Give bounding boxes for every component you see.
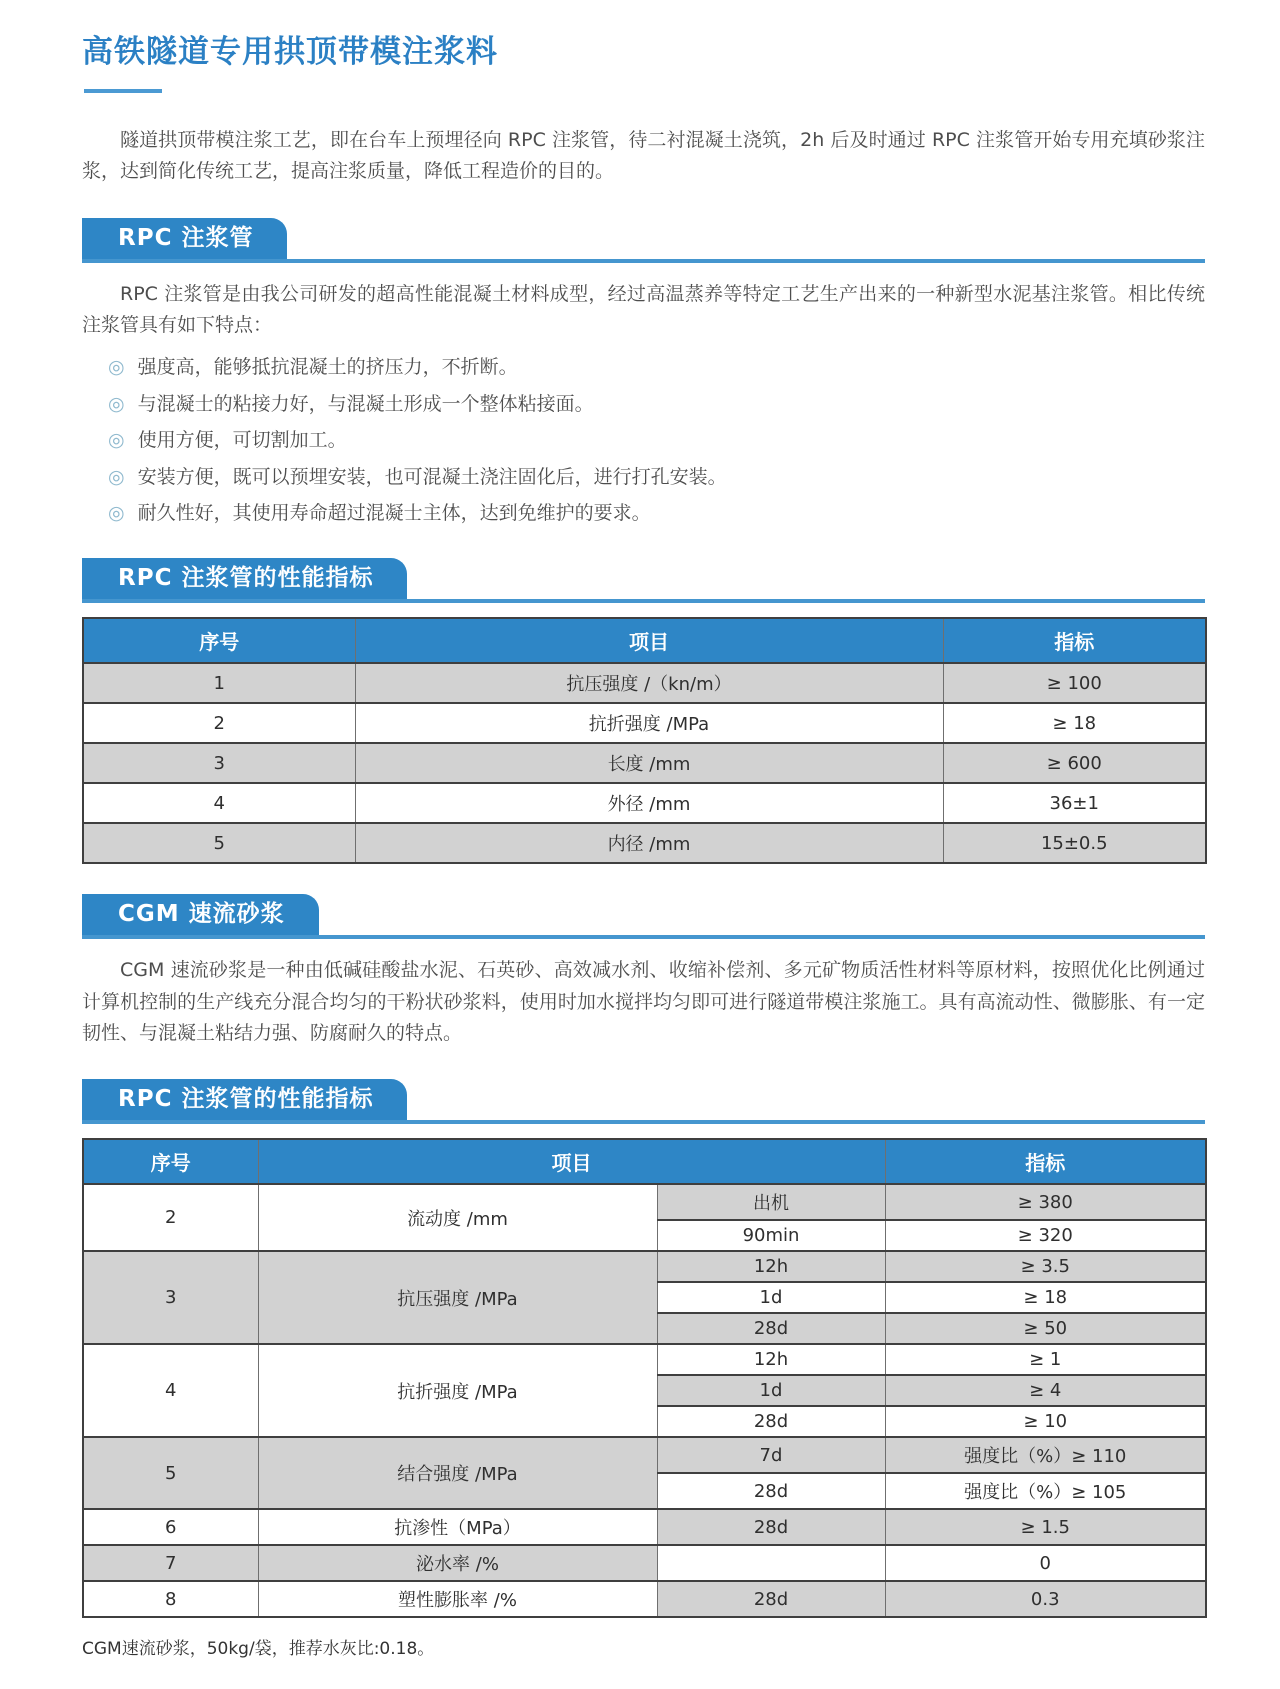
table-cell: 2: [83, 703, 355, 743]
table-cell: 内径 /mm: [355, 823, 943, 863]
section-header-cgm-performance: [82, 1079, 1205, 1124]
table-cell: 4: [83, 783, 355, 823]
table-row: [83, 1581, 1206, 1617]
list-item: [108, 463, 1205, 492]
table-row: [83, 1509, 1206, 1545]
column-header: 序号: [83, 618, 355, 663]
cgm-description-paragraph: CGM 速流砂浆是一种由低碱硅酸盐水泥、石英砂、高效减水剂、收缩补偿剂、多元矿物质活性材料等原材料，按照优化比例通过计算机控制的生产线充分混合均匀的干粉状砂浆料，使用时加水搅拌均匀即可进行隧道带模注浆施工。具有高流动性、微膨胀、有一定韧性、与混凝土粘结力强、防腐耐久的特点。: [82, 959, 1205, 1044]
column-header: 指标: [885, 1139, 1206, 1184]
cell-item: 结合强度 /MPa: [258, 1437, 657, 1509]
cell-value: 强度比（%）≥ 105: [885, 1473, 1206, 1509]
section-header-rpc-pipe: [82, 218, 1205, 263]
cell-sub: 1d: [657, 1375, 885, 1406]
cell-sub: 28d: [657, 1406, 885, 1437]
table-cell: ≥ 18: [943, 703, 1206, 743]
table-row: [83, 663, 1206, 703]
cell-sub: 28d: [657, 1581, 885, 1617]
cell-no: 7: [83, 1545, 258, 1581]
rpc-description-paragraph: RPC 注浆管是由我公司研发的超高性能混凝土材料成型，经过高温蒸养等特定工艺生产出来的一种新型水泥基注浆管。相比传统注浆管具有如下特点：: [82, 282, 1205, 336]
table-cell: ≥ 600: [943, 743, 1206, 783]
cell-sub: 90min: [657, 1220, 885, 1251]
table-cell: 长度 /mm: [355, 743, 943, 783]
list-item: [108, 499, 1205, 528]
rpc-performance-table: [82, 617, 1207, 864]
title-underline: [84, 89, 162, 93]
section-banner: RPC 注浆管的性能指标: [82, 1079, 407, 1120]
table-header-row: [83, 618, 1206, 663]
list-item: [108, 390, 1205, 419]
column-header: 项目: [258, 1139, 885, 1184]
cell-value: 0: [885, 1545, 1206, 1581]
bullet-text: 安装方便，既可以预埋安装，也可混凝土浇注固化后，进行打孔安装。: [137, 465, 727, 488]
table-row: [83, 1437, 1206, 1473]
cell-item: 塑性膨胀率 /%: [258, 1581, 657, 1617]
table-row: [83, 823, 1206, 863]
bullet-text: 耐久性好，其使用寿命超过混凝士主体，达到免维护的要求。: [137, 502, 651, 525]
cell-no: 3: [83, 1251, 258, 1344]
bullet-icon: ◎: [108, 429, 125, 452]
cell-item: 泌水率 /%: [258, 1545, 657, 1581]
table-head: [83, 1139, 1206, 1184]
cell-sub: 12h: [657, 1251, 885, 1282]
table-row: [83, 743, 1206, 783]
list-item: [108, 353, 1205, 382]
cell-value: ≥ 10: [885, 1406, 1206, 1437]
footnote: CGM速流砂浆，50kg/袋，推荐水灰比:0.18。: [82, 1639, 435, 1660]
cell-no: 8: [83, 1581, 258, 1617]
table-row: [83, 703, 1206, 743]
cell-value: ≥ 320: [885, 1220, 1206, 1251]
cell-value: ≥ 18: [885, 1282, 1206, 1313]
cell-value: ≥ 3.5: [885, 1251, 1206, 1282]
table-row: [83, 1344, 1206, 1375]
cell-item: 流动度 /mm: [258, 1184, 657, 1251]
table-row: [83, 783, 1206, 823]
cell-value: ≥ 4: [885, 1375, 1206, 1406]
section-header-cgm: [82, 894, 1205, 939]
cell-no: 2: [83, 1184, 258, 1251]
table-cell: 3: [83, 743, 355, 783]
bullet-icon: ◎: [108, 502, 125, 525]
cell-value: 强度比（%）≥ 110: [885, 1437, 1206, 1473]
table-cell: 1: [83, 663, 355, 703]
table-cell: 15±0.5: [943, 823, 1206, 863]
table-row: [83, 1184, 1206, 1220]
cell-sub: 28d: [657, 1473, 885, 1509]
section-banner: CGM 速流砂浆: [82, 894, 319, 935]
cell-sub: [657, 1545, 885, 1581]
bullet-icon: ◎: [108, 356, 125, 379]
cell-no: 6: [83, 1509, 258, 1545]
cell-value: ≥ 380: [885, 1184, 1206, 1220]
table-header-row: [83, 1139, 1206, 1184]
cell-sub: 28d: [657, 1313, 885, 1344]
cell-value: 0.3: [885, 1581, 1206, 1617]
cell-sub: 28d: [657, 1509, 885, 1545]
cell-item: 抗折强度 /MPa: [258, 1344, 657, 1437]
table-cell: ≥ 100: [943, 663, 1206, 703]
section-banner: RPC 注浆管: [82, 218, 287, 259]
section-banner: RPC 注浆管的性能指标: [82, 558, 407, 599]
cell-value: ≥ 1.5: [885, 1509, 1206, 1545]
bullet-text: 使用方便，可切割加工。: [137, 429, 347, 452]
bullet-text: 强度高，能够抵抗混凝土的挤压力，不折断。: [137, 356, 518, 379]
section-header-rpc-performance: [82, 558, 1205, 603]
bullet-icon: ◎: [108, 465, 125, 488]
table-cell: 抗折强度 /MPa: [355, 703, 943, 743]
table-row: [83, 1545, 1206, 1581]
column-header: 序号: [83, 1139, 258, 1184]
intro-paragraph: 隧道拱顶带模注浆工艺，即在台车上预埋径向 RPC 注浆管，待二衬混凝土浇筑，2h 后及时通过 RPC 注浆管开始专用充填砂浆注浆，达到简化传统工艺，提高注浆质量，降低工程造价的目的。: [82, 129, 1205, 183]
cell-value: ≥ 1: [885, 1344, 1206, 1375]
cell-item: 抗渗性（MPa）: [258, 1509, 657, 1545]
column-header: 项目: [355, 618, 943, 663]
column-header: 指标: [943, 618, 1206, 663]
table-cell: 36±1: [943, 783, 1206, 823]
table-cell: 抗压强度 /（kn/m）: [355, 663, 943, 703]
cell-value: ≥ 50: [885, 1313, 1206, 1344]
cell-sub: 12h: [657, 1344, 885, 1375]
table-row: [83, 1251, 1206, 1282]
list-item: [108, 426, 1205, 455]
bullet-text: 与混凝士的粘接力好，与混凝土形成一个整体粘接面。: [137, 392, 594, 415]
table-body: [83, 663, 1206, 863]
cell-item: 抗压强度 /MPa: [258, 1251, 657, 1344]
cgm-performance-table: [82, 1138, 1207, 1618]
table-body: [83, 1184, 1206, 1617]
cell-sub: 7d: [657, 1437, 885, 1473]
cell-sub: 1d: [657, 1282, 885, 1313]
table-head: [83, 618, 1206, 663]
table-cell: 外径 /mm: [355, 783, 943, 823]
bullet-icon: ◎: [108, 392, 125, 415]
cell-no: 4: [83, 1344, 258, 1437]
page-title: 高铁隧道专用拱顶带模注浆料: [82, 34, 498, 70]
cell-no: 5: [83, 1437, 258, 1509]
cell-sub: 出机: [657, 1184, 885, 1220]
feature-list: [82, 353, 1205, 528]
table-cell: 5: [83, 823, 355, 863]
